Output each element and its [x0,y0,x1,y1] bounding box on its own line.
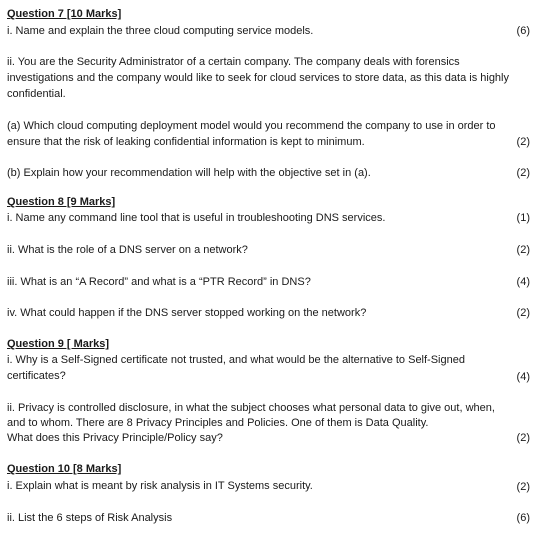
q9-i-mark: (4) [516,371,530,383]
question-9-heading: Question 9 [ Marks] [7,338,110,350]
q7-i-text: i. Name and explain the three cloud computing service models. [7,25,314,37]
q8-iii-text: iii. What is an “A Record” and what is a “PTR Record” in DNS? [7,276,311,288]
q7-b-mark: (2) [516,167,530,179]
question-8-heading: Question 8 [9 Marks] [7,196,116,208]
q8-ii-mark: (2) [516,244,530,256]
q8-ii-text: ii. What is the role of a DNS server on a network? [7,244,248,256]
q7-a-line-2: ensure that the risk of leaking confidential information is kept to minimum. [7,136,365,148]
q8-iv-text: iv. What could happen if the DNS server stopped working on the network? [7,307,367,319]
q9-ii-line-3: What does this Privacy Principle/Policy say? [7,432,223,444]
q7-a-line-1: (a) Which cloud computing deployment model would you recommend the company to use in order to [7,120,496,132]
q7-a-mark: (2) [516,136,530,148]
q10-ii-text: ii. List the 6 steps of Risk Analysis [7,512,173,524]
question-10-heading: Question 10 [8 Marks] [7,463,122,475]
q10-ii-mark: (6) [516,512,530,524]
question-7-heading: Question 7 [10 Marks] [7,8,122,20]
q9-i-line-1: i. Why is a Self-Signed certificate not trusted, and what would be the alternative to Self-Signed [7,354,465,366]
q7-ii-line-3: confidential. [7,88,66,100]
q7-b-text: (b) Explain how your recommendation will help with the objective set in (a). [7,167,371,179]
q8-i-mark: (1) [516,212,530,224]
q7-ii-line-2: investigations and the company would like to seek for cloud services to store data, as this data is highly [7,72,509,84]
q8-iii-mark: (4) [516,276,530,288]
q8-i-text: i. Name any command line tool that is useful in troubleshooting DNS services. [7,212,386,224]
q9-i-line-2: certificates? [7,370,66,382]
q8-iv-mark: (2) [516,307,530,319]
q10-i-mark: (2) [516,481,530,493]
q9-ii-line-1: ii. Privacy is controlled disclosure, in what the subject chooses what personal data to give out, when, [7,402,495,414]
q9-ii-mark: (2) [516,432,530,444]
q10-i-text: i. Explain what is meant by risk analysis in IT Systems security. [7,480,313,492]
q7-ii-line-1: ii. You are the Security Administrator of a certain company. The company deals with forensics [7,56,460,68]
q7-i-mark: (6) [516,25,530,37]
q9-ii-line-2: and to whom. There are 8 Privacy Principles and Policies. One of them is Data Quality. [7,417,429,429]
